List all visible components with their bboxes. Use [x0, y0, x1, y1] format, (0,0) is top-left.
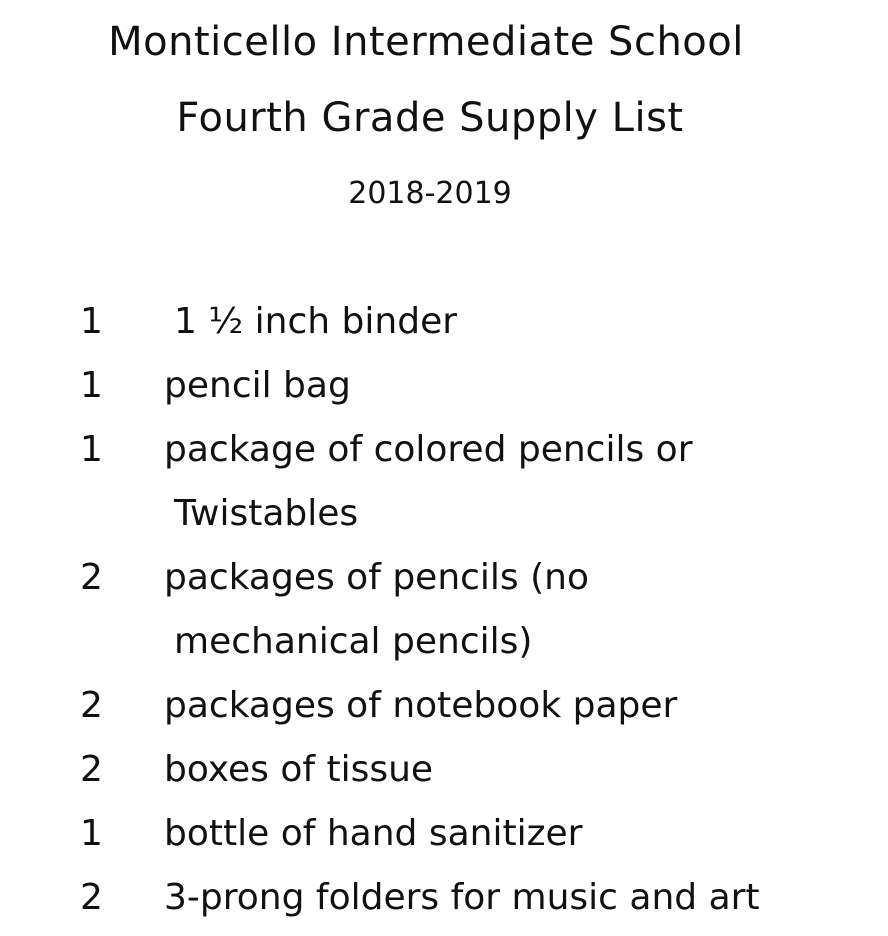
item-description: 1 ½ inch binder	[174, 301, 458, 342]
item-description: boxes of tissue	[164, 749, 434, 790]
item-description-line2: mechanical pencils)	[174, 621, 533, 662]
school-name: Monticello Intermediate School	[108, 19, 744, 65]
item-quantity: 1	[80, 429, 103, 470]
item-quantity: 2	[80, 749, 103, 790]
item-description: 3-prong folders for music and art	[164, 877, 760, 918]
item-description: bottle of hand sanitizer	[164, 813, 583, 854]
item-description-line1: packages of pencils (no	[164, 557, 590, 598]
item-quantity: 2	[80, 877, 103, 918]
item-description: packages of notebook paper	[164, 685, 678, 726]
item-quantity: 2	[80, 557, 103, 598]
item-description-line1: package of colored pencils or	[164, 429, 693, 470]
item-quantity: 1	[80, 301, 103, 342]
item-quantity: 1	[80, 365, 103, 406]
school-year: 2018-2019	[348, 176, 512, 211]
item-quantity: 1	[80, 813, 103, 854]
item-quantity: 2	[80, 685, 103, 726]
list-title: Fourth Grade Supply List	[176, 95, 684, 141]
item-description-line2: Twistables	[174, 493, 359, 534]
item-description: pencil bag	[164, 365, 351, 406]
